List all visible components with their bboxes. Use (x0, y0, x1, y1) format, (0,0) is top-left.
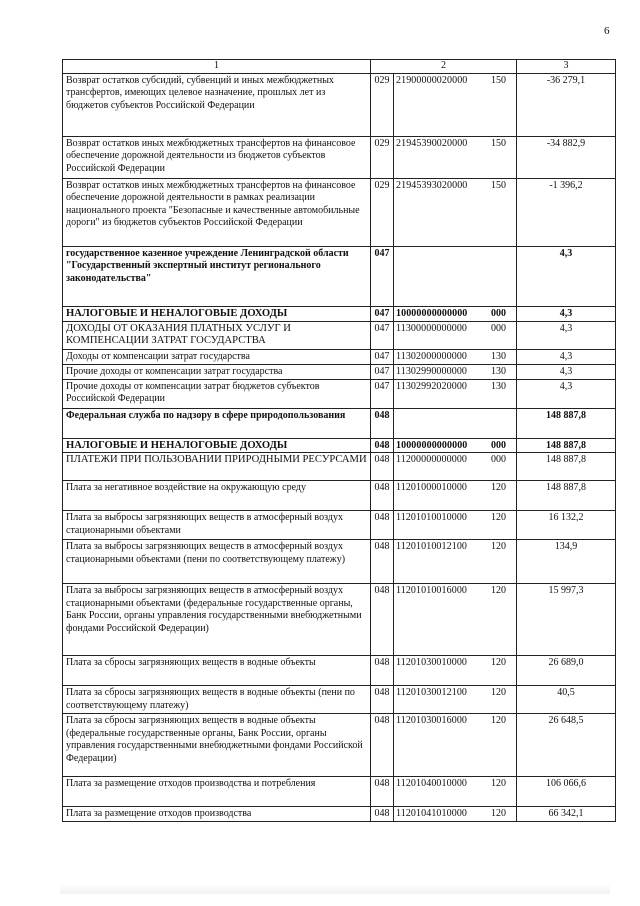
row-classification-code (394, 511, 517, 540)
row-name: Плата за сбросы загрязняющих веществ в водные объекты (пени по соответствующему платежу) (63, 686, 371, 714)
row-kbk-code: 11201040010000 (396, 778, 468, 790)
row-amount: 148 887,8 (517, 438, 616, 453)
row-kosgu-code: 150 (491, 137, 506, 149)
row-classification-code (394, 73, 517, 136)
row-admin-code: 048 (371, 807, 394, 822)
scan-footer-shade (60, 884, 610, 894)
row-name: Возврат остатков иных межбюджетных трансфертов на финансовое обеспечение дорожной деятельности из бюджетов субъектов Российской Федерации (63, 136, 371, 178)
table-row (63, 136, 616, 178)
table-row (63, 777, 616, 807)
row-classification-code (394, 714, 517, 777)
row-amount: 148 887,8 (517, 453, 616, 481)
row-classification-code (394, 453, 517, 481)
table-row (63, 321, 616, 349)
row-kbk-code: 11200000000000 (396, 454, 468, 466)
budget-revenue-table (62, 59, 616, 822)
row-classification-code (394, 178, 517, 246)
row-name: НАЛОГОВЫЕ И НЕНАЛОГОВЫЕ ДОХОДЫ (63, 306, 371, 321)
row-admin-code: 048 (371, 777, 394, 807)
row-amount: 16 132,2 (517, 511, 616, 540)
row-amount: 15 997,3 (517, 584, 616, 656)
table-row (63, 686, 616, 714)
row-kbk-code: 21900000020000 (396, 74, 468, 86)
row-admin-code: 048 (371, 714, 394, 777)
row-admin-code: 047 (371, 306, 394, 321)
table-row (63, 511, 616, 540)
row-admin-code: 029 (371, 178, 394, 246)
row-classification-code (394, 136, 517, 178)
table-row (63, 379, 616, 408)
row-kbk-code: 11201010012100 (396, 541, 468, 553)
row-amount: -36 279,1 (517, 73, 616, 136)
row-amount: 66 342,1 (517, 807, 616, 822)
row-admin-code: 048 (371, 438, 394, 453)
row-name: Плата за негативное воздействие на окружающую среду (63, 481, 371, 511)
table-row (63, 714, 616, 777)
row-admin-code: 047 (371, 364, 394, 379)
row-kosgu-code: 130 (491, 365, 506, 377)
header-col-2: 2 (371, 60, 517, 74)
row-name: Плата за размещение отходов производства и потребления (63, 777, 371, 807)
table-row (63, 306, 616, 321)
row-admin-code: 047 (371, 246, 394, 306)
row-classification-code (394, 481, 517, 511)
table-row (63, 246, 616, 306)
row-kbk-code: 11302000000000 (396, 350, 468, 362)
table-row (63, 438, 616, 453)
row-classification-code (394, 777, 517, 807)
row-amount: 4,3 (517, 306, 616, 321)
table-row (63, 584, 616, 656)
row-admin-code: 048 (371, 686, 394, 714)
row-kosgu-code: 130 (491, 380, 506, 392)
row-name: Плата за сбросы загрязняющих веществ в водные объекты (федеральные государственные органы, Банк России, органы управления государственными внебюджетными фондами Российской Федерации) (63, 714, 371, 777)
row-name: Возврат остатков субсидий, субвенций и иных межбюджетных трансфертов, имеющих целевое назначение, прошлых лет из бюджетов субъектов Российской Федерации (63, 73, 371, 136)
row-kbk-code: 11201041010000 (396, 808, 468, 820)
row-admin-code: 048 (371, 656, 394, 686)
row-name: Возврат остатков иных межбюджетных трансфертов на финансовое обеспечение дорожной деятельности в рамках реализации национального проекта "Безопасные и качественные автомобильные дороги" из бюджетов субъектов Российской Федерации (63, 178, 371, 246)
row-kbk-code: 11201030010000 (396, 657, 468, 669)
row-amount: 148 887,8 (517, 408, 616, 438)
row-kosgu-code: 000 (491, 322, 506, 334)
row-kbk-code: 21945390020000 (396, 137, 468, 149)
row-kbk-code: 10000000000000 (396, 307, 468, 319)
row-classification-code (394, 807, 517, 822)
row-kbk-code: 21945393020000 (396, 179, 468, 191)
row-name: ДОХОДЫ ОТ ОКАЗАНИЯ ПЛАТНЫХ УСЛУГ И КОМПЕНСАЦИИ ЗАТРАТ ГОСУДАРСТВА (63, 321, 371, 349)
row-kosgu-code: 120 (491, 541, 506, 553)
row-amount: 26 648,5 (517, 714, 616, 777)
row-name: государственное казенное учреждение Ленинградской области "Государственный экспертный институт регионального законодательства" (63, 246, 371, 306)
row-amount: 148 887,8 (517, 481, 616, 511)
row-admin-code: 047 (371, 349, 394, 364)
row-name: Прочие доходы от компенсации затрат бюджетов субъектов Российской Федерации (63, 379, 371, 408)
table-header-row (63, 60, 616, 74)
row-amount: 26 689,0 (517, 656, 616, 686)
row-admin-code: 048 (371, 481, 394, 511)
row-kbk-code: 11302992020000 (396, 380, 468, 392)
row-amount: 106 066,6 (517, 777, 616, 807)
row-amount: 4,3 (517, 349, 616, 364)
row-amount: 134,9 (517, 540, 616, 584)
row-kosgu-code: 120 (491, 512, 506, 524)
header-col-3: 3 (517, 60, 616, 74)
row-classification-code (394, 306, 517, 321)
table-row (63, 656, 616, 686)
row-admin-code: 048 (371, 453, 394, 481)
page-number: 6 (604, 25, 610, 37)
row-kosgu-code: 150 (491, 74, 506, 86)
row-classification-code (394, 408, 517, 438)
row-admin-code: 048 (371, 408, 394, 438)
row-name: ПЛАТЕЖИ ПРИ ПОЛЬЗОВАНИИ ПРИРОДНЫМИ РЕСУРСАМИ (63, 453, 371, 481)
table-row (63, 349, 616, 364)
row-amount: 4,3 (517, 321, 616, 349)
table-row (63, 453, 616, 481)
header-col-1: 1 (63, 60, 371, 74)
row-classification-code (394, 246, 517, 306)
row-name: Плата за размещение отходов производства (63, 807, 371, 822)
row-admin-code: 048 (371, 540, 394, 584)
row-amount: -34 882,9 (517, 136, 616, 178)
row-amount: 4,3 (517, 246, 616, 306)
row-classification-code (394, 584, 517, 656)
row-admin-code: 029 (371, 136, 394, 178)
row-classification-code (394, 656, 517, 686)
row-name: Прочие доходы от компенсации затрат государства (63, 364, 371, 379)
row-name: Федеральная служба по надзору в сфере природопользования (63, 408, 371, 438)
table-row (63, 178, 616, 246)
row-kosgu-code: 000 (491, 454, 506, 466)
row-name: Плата за выбросы загрязняющих веществ в атмосферный воздух стационарными объектами (федеральные государственные органы, Банк России, органы управления государственными внебюджетными фондами Российской Федерации) (63, 584, 371, 656)
row-admin-code: 029 (371, 73, 394, 136)
row-name: Плата за сбросы загрязняющих веществ в водные объекты (63, 656, 371, 686)
row-classification-code (394, 379, 517, 408)
table-row (63, 807, 616, 822)
row-kbk-code: 11201030012100 (396, 687, 468, 699)
row-classification-code (394, 321, 517, 349)
row-name: Плата за выбросы загрязняющих веществ в атмосферный воздух стационарными объектами (пени по соответствующему платежу) (63, 540, 371, 584)
row-amount: 4,3 (517, 364, 616, 379)
table-row (63, 481, 616, 511)
table-row (63, 73, 616, 136)
row-kbk-code: 11201010010000 (396, 512, 468, 524)
row-amount: 40,5 (517, 686, 616, 714)
row-kbk-code: 11201030016000 (396, 715, 468, 727)
row-kbk-code: 11302990000000 (396, 365, 468, 377)
row-kosgu-code: 120 (491, 687, 506, 699)
table-row (63, 364, 616, 379)
row-classification-code (394, 349, 517, 364)
row-name: НАЛОГОВЫЕ И НЕНАЛОГОВЫЕ ДОХОДЫ (63, 438, 371, 453)
row-kosgu-code: 120 (491, 778, 506, 790)
table-row (63, 540, 616, 584)
row-name: Доходы от компенсации затрат государства (63, 349, 371, 364)
row-admin-code: 047 (371, 379, 394, 408)
table-row (63, 408, 616, 438)
row-kbk-code: 11201000010000 (396, 482, 468, 494)
row-kosgu-code: 120 (491, 715, 506, 727)
row-classification-code (394, 364, 517, 379)
row-kosgu-code: 000 (491, 439, 506, 451)
row-kbk-code: 11300000000000 (396, 322, 468, 334)
row-classification-code (394, 540, 517, 584)
row-kosgu-code: 120 (491, 808, 506, 820)
row-kosgu-code: 120 (491, 657, 506, 669)
row-kbk-code: 11201010016000 (396, 585, 468, 597)
row-name: Плата за выбросы загрязняющих веществ в атмосферный воздух стационарными объектами (63, 511, 371, 540)
row-kosgu-code: 120 (491, 482, 506, 494)
row-kosgu-code: 130 (491, 350, 506, 362)
row-admin-code: 048 (371, 584, 394, 656)
row-kbk-code: 10000000000000 (396, 439, 468, 451)
row-amount: 4,3 (517, 379, 616, 408)
row-kosgu-code: 000 (491, 307, 506, 319)
row-classification-code (394, 438, 517, 453)
row-amount: -1 396,2 (517, 178, 616, 246)
row-kosgu-code: 120 (491, 585, 506, 597)
row-kosgu-code: 150 (491, 179, 506, 191)
row-classification-code (394, 686, 517, 714)
row-admin-code: 047 (371, 321, 394, 349)
row-admin-code: 048 (371, 511, 394, 540)
